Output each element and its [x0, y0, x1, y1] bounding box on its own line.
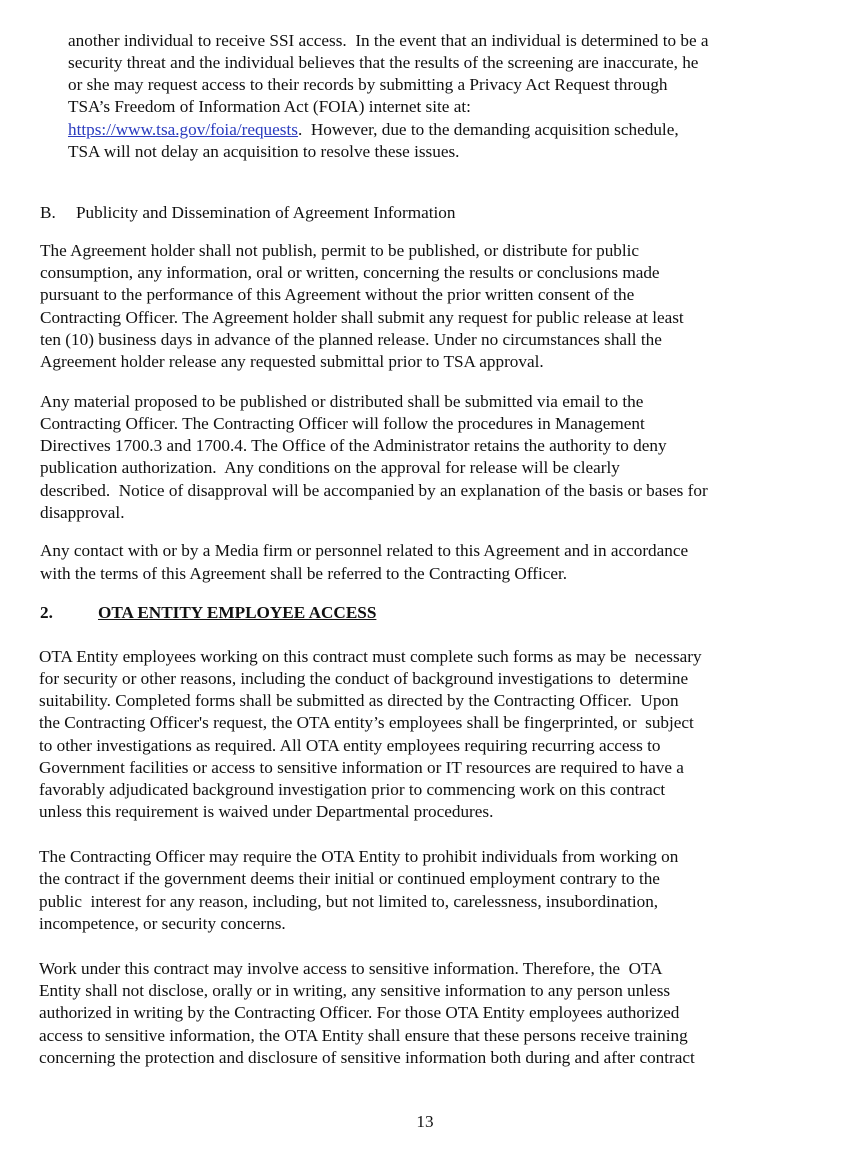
intro-line: or she may request access to their records by submitting a Privacy Act Request through — [68, 75, 668, 94]
paragraph-line: disapproval. — [40, 503, 125, 522]
paragraph-line: the Contracting Officer's request, the OTA entity’s employees shall be fingerprinted, or subject — [39, 713, 694, 732]
paragraph-line: access to sensitive information, the OTA Entity shall ensure that these persons receive training — [39, 1026, 688, 1045]
intro-line: TSA’s Freedom of Information Act (FOIA) internet site at: — [68, 97, 471, 116]
paragraph-line: Any material proposed to be published or distributed shall be submitted via email to the — [40, 392, 644, 411]
paragraph-line: Government facilities or access to sensitive information or IT resources are required to have a — [39, 758, 684, 777]
intro-line: another individual to receive SSI access. In the event that an individual is determined to be a — [68, 31, 709, 50]
paragraph-line: incompetence, or security concerns. — [39, 914, 286, 933]
paragraph-line: publication authorization. Any conditions on the approval for release will be clearly — [40, 458, 620, 477]
paragraph-line: ten (10) business days in advance of the planned release. Under no circumstances shall the — [40, 330, 662, 349]
paragraph-line: pursuant to the performance of this Agreement without the prior written consent of the — [40, 285, 635, 304]
paragraph-line: Work under this contract may involve access to sensitive information. Therefore, the OTA — [39, 959, 663, 978]
foia-requests-link[interactable]: https://www.tsa.gov/foia/requests — [68, 120, 298, 139]
paragraph-line: unless this requirement is waived under Departmental procedures. — [39, 802, 494, 821]
paragraph-line: to other investigations as required. All OTA entity employees requiring recurring access to — [39, 736, 661, 755]
intro-line: security threat and the individual believes that the results of the screening are inaccurate, he — [68, 53, 699, 72]
paragraph-line: public interest for any reason, including, but not limited to, carelessness, insubordination, — [39, 892, 659, 911]
paragraph-line: Contracting Officer. The Agreement holder shall submit any request for public release at least — [40, 308, 684, 327]
section-2-title: OTA ENTITY EMPLOYEE ACCESS — [98, 603, 377, 622]
paragraph-line: consumption, any information, oral or written, concerning the results or conclusions made — [40, 263, 660, 282]
section-b-label: B. — [40, 203, 56, 222]
paragraph-line: concerning the protection and disclosure of sensitive information both during and after contract — [39, 1048, 695, 1067]
paragraph-line: for security or other reasons, including the conduct of background investigations to determine — [39, 669, 689, 688]
page-number: 13 — [416, 1112, 434, 1131]
intro-after-link: . However, due to the demanding acquisition schedule, — [297, 120, 679, 139]
paragraph-line: with the terms of this Agreement shall be referred to the Contracting Officer. — [40, 564, 568, 583]
paragraph-line: Agreement holder release any requested submittal prior to TSA approval. — [40, 352, 544, 371]
section-2-number: 2. — [40, 603, 53, 622]
paragraph-line: Contracting Officer. The Contracting Officer will follow the procedures in Management — [40, 414, 645, 433]
paragraph-line: Any contact with or by a Media firm or personnel related to this Agreement and in accordance — [40, 541, 689, 560]
paragraph-line: Directives 1700.3 and 1700.4. The Office of the Administrator retains the authority to deny — [40, 436, 667, 455]
paragraph-line: the contract if the government deems their initial or continued employment contrary to the — [39, 869, 660, 888]
intro-line: TSA will not delay an acquisition to resolve these issues. — [68, 142, 460, 161]
paragraph-line: authorized in writing by the Contracting Officer. For those OTA Entity employees authorized — [39, 1003, 680, 1022]
section-b-title: Publicity and Dissemination of Agreement Information — [76, 203, 456, 222]
paragraph-line: Entity shall not disclose, orally or in writing, any sensitive information to any person unless — [39, 981, 671, 1000]
paragraph-line: described. Notice of disapproval will be accompanied by an explanation of the basis or bases for — [40, 481, 708, 500]
paragraph-line: The Agreement holder shall not publish, permit to be published, or distribute for public — [40, 241, 640, 260]
intro-link-line — [68, 119, 679, 141]
paragraph-line: suitability. Completed forms shall be submitted as directed by the Contracting Officer. Upon — [39, 691, 679, 710]
paragraph-line: favorably adjudicated background investigation prior to commencing work on this contract — [39, 780, 666, 799]
paragraph-line: OTA Entity employees working on this contract must complete such forms as may be necessary — [39, 647, 702, 666]
paragraph-line: The Contracting Officer may require the OTA Entity to prohibit individuals from working on — [39, 847, 679, 866]
